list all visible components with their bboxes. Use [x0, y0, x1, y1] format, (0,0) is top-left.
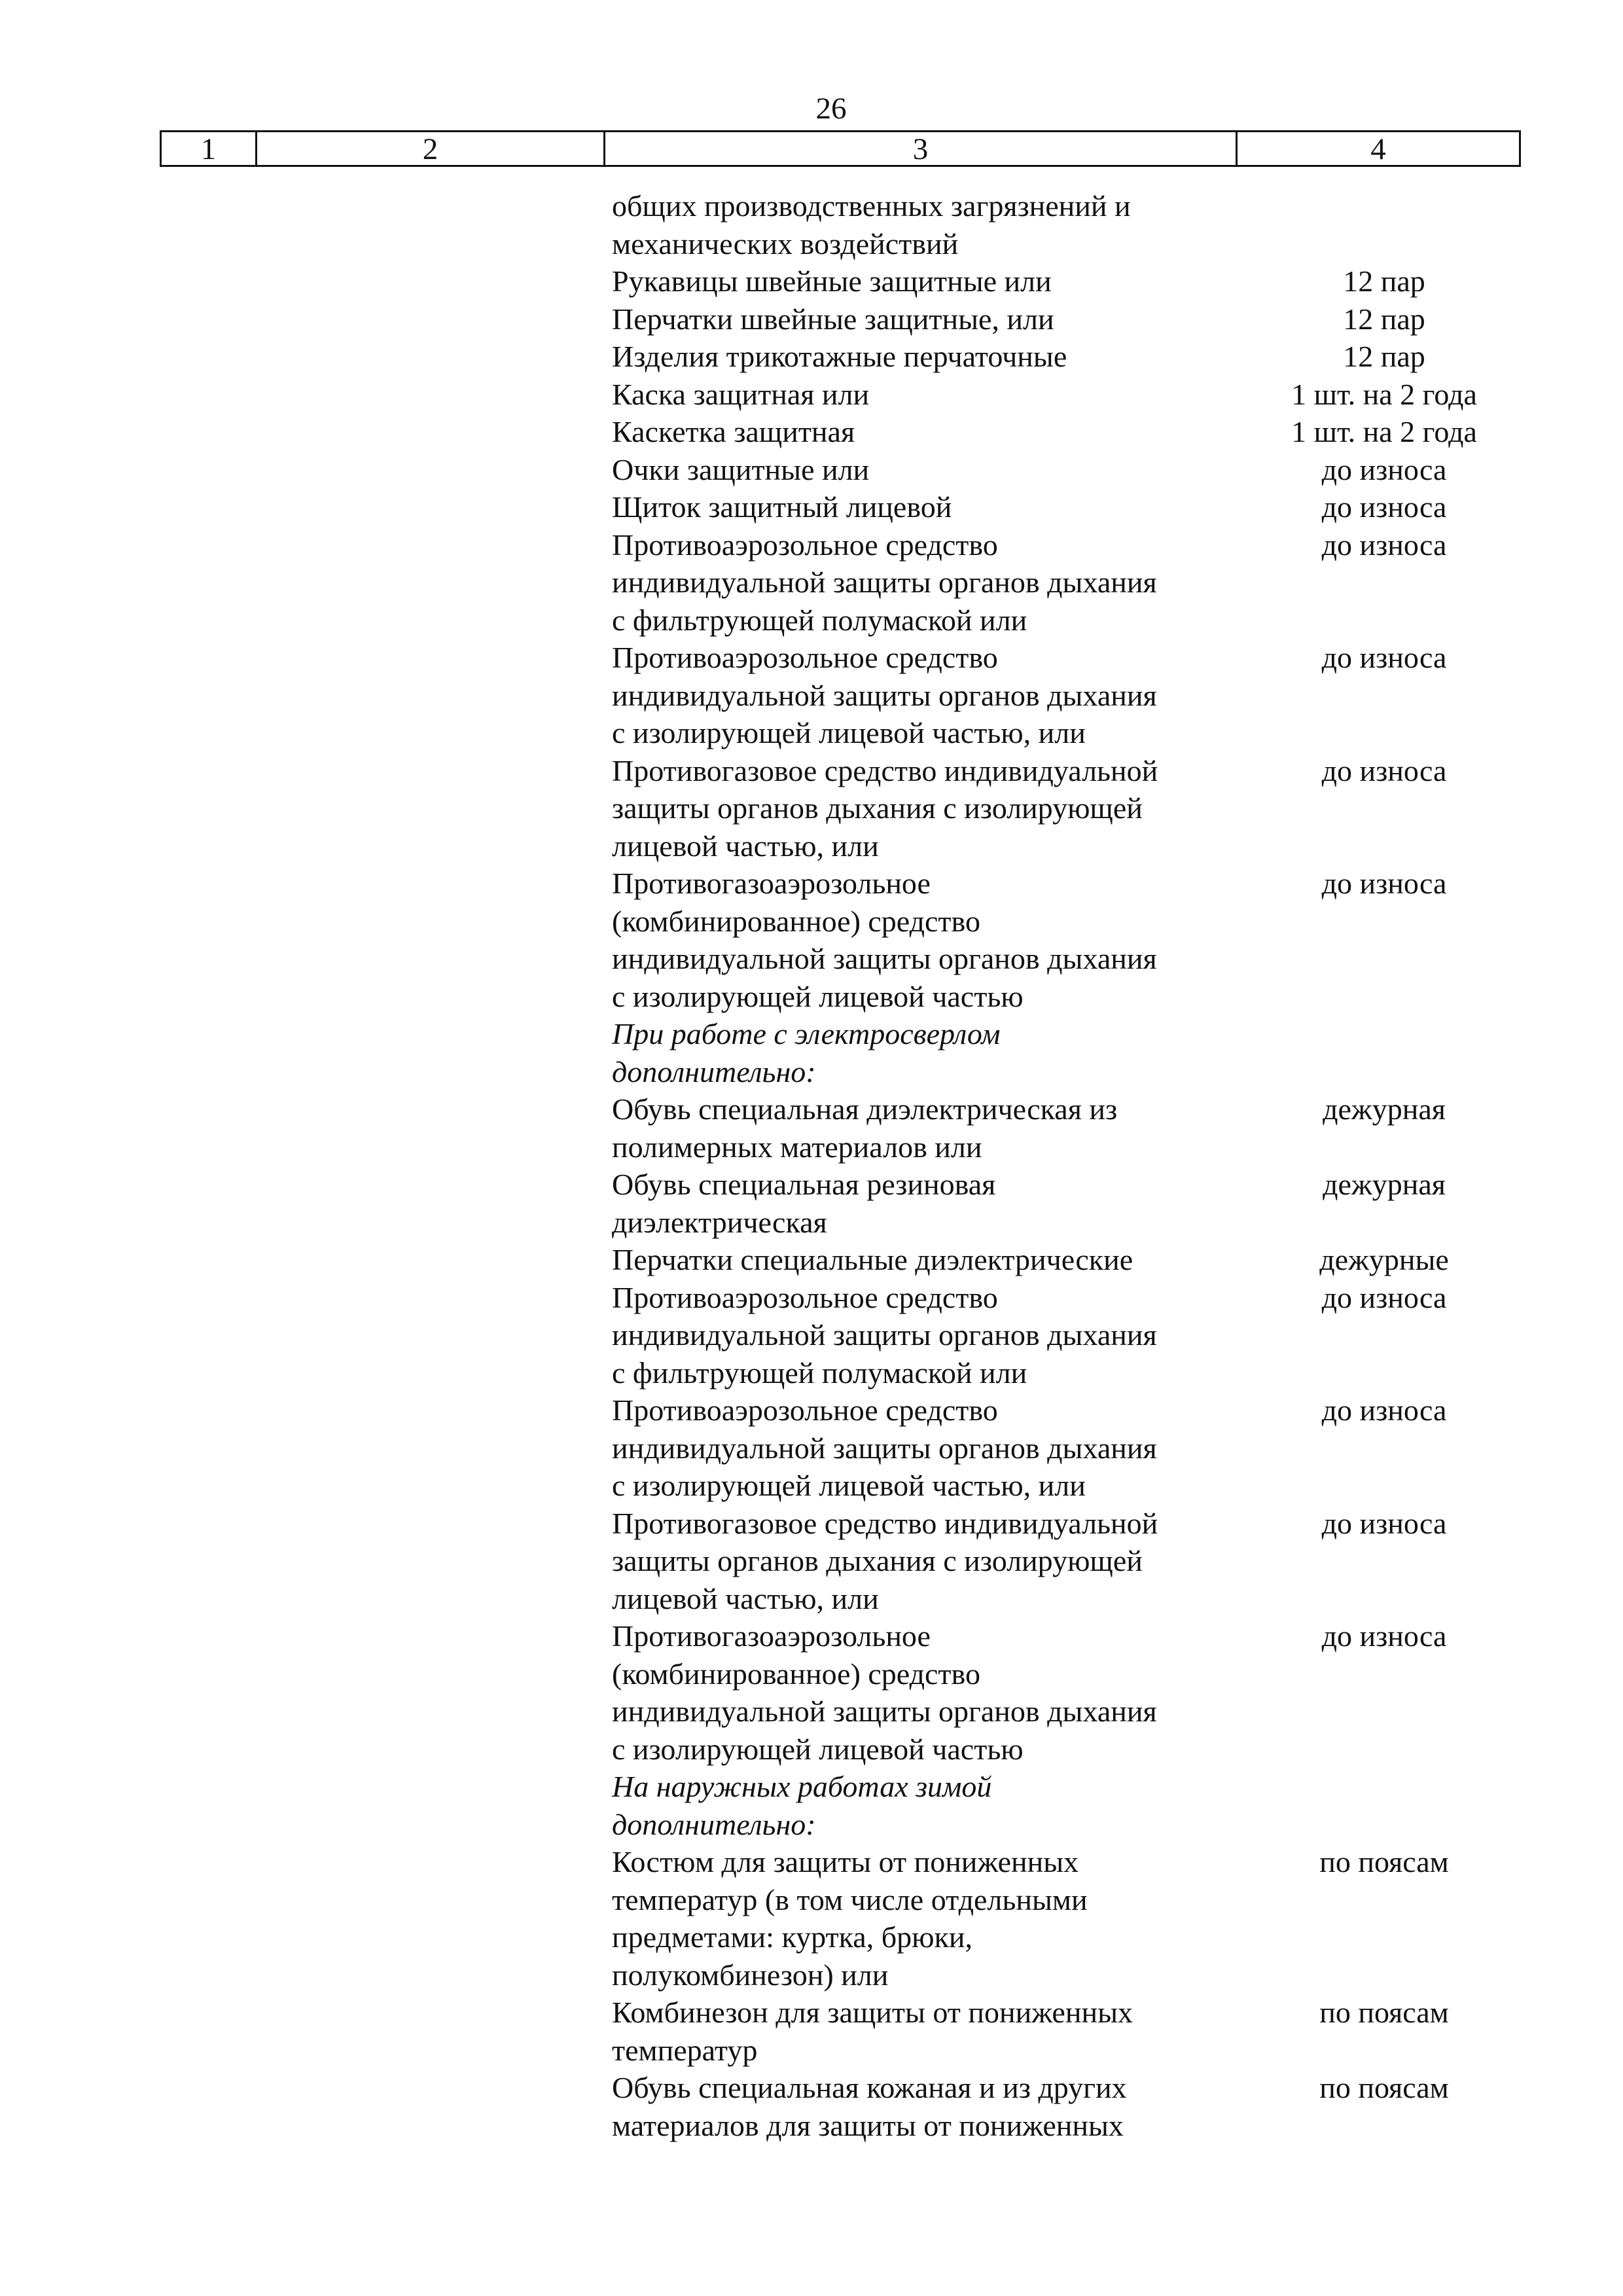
table-row [612, 413, 1522, 451]
issue-norm: до износа [1321, 753, 1447, 787]
table-row [612, 2069, 1522, 2144]
table-row [612, 752, 1522, 865]
item-name: Противоаэрозольное средство индивидуальной защиты органов дыхания с изолирующей лицевой частью, или [612, 1393, 1157, 1502]
issue-norm: по поясам [1319, 2071, 1449, 2104]
column-header-3: 3 [605, 132, 1238, 165]
table-header [160, 130, 1521, 167]
section-heading: При работе с электросверлом дополнительно: [612, 1017, 1001, 1088]
item-name: общих производственных загрязнений и механических воздействий [612, 189, 1131, 260]
item-name: Обувь специальная кожаная и из других материалов для защиты от пониженных [612, 2071, 1127, 2142]
table-row [612, 187, 1522, 262]
issue-norm: до износа [1321, 641, 1447, 674]
issue-norm: до износа [1321, 1619, 1447, 1653]
table-row [612, 300, 1522, 338]
issue-norm: дежурные [1319, 1243, 1449, 1276]
item-name: Противоаэрозольное средство индивидуальной защиты органов дыхания с фильтрующей полумаской или [612, 528, 1157, 637]
table-body [612, 187, 1522, 2144]
item-name: Противоаэрозольное средство индивидуальной защиты органов дыхания с изолирующей лицевой частью, или [612, 641, 1157, 749]
issue-norm: 1 шт. на 2 года [1291, 377, 1477, 411]
table-row [612, 1617, 1522, 1768]
item-name: Перчатки специальные диэлектрические [612, 1243, 1133, 1276]
issue-norm: до износа [1321, 528, 1447, 562]
issue-norm: до износа [1321, 1280, 1447, 1314]
section-heading-row [612, 1768, 1522, 1843]
table-row [612, 1994, 1522, 2069]
table-row [612, 262, 1522, 300]
table-row [612, 488, 1522, 526]
column-header-4: 4 [1370, 132, 1386, 166]
item-name: Комбинезон для защиты от пониженных температур [612, 1996, 1133, 2067]
column-header-2: 2 [257, 132, 605, 165]
issue-norm: по поясам [1319, 1996, 1449, 2029]
issue-norm: 12 пар [1343, 340, 1425, 373]
table-row [612, 1505, 1522, 1618]
table-row [612, 639, 1522, 752]
issue-norm: 1 шт. на 2 года [1291, 415, 1477, 448]
column-header-1: 1 [162, 132, 257, 165]
issue-norm: по поясам [1319, 1845, 1449, 1878]
issue-norm: до износа [1321, 1393, 1447, 1427]
table-row [612, 338, 1522, 376]
item-name: Костюм для защиты от пониженных температур (в том числе отдельными предметами: куртка, брюки, полукомбинезон) или [612, 1845, 1088, 1992]
item-name: Щиток защитный лицевой [612, 490, 952, 524]
table-row [612, 526, 1522, 639]
issue-norm: до износа [1321, 490, 1447, 524]
section-heading: На наружных работах зимой дополнительно: [612, 1770, 992, 1841]
issue-norm: до износа [1321, 452, 1447, 486]
issue-norm: до износа [1321, 867, 1447, 900]
table-row [612, 1241, 1522, 1279]
item-name: Обувь специальная диэлектрическая из полимерных материалов или [612, 1092, 1118, 1164]
item-name: Каскетка защитная [612, 415, 855, 448]
issue-norm: 12 пар [1343, 264, 1425, 298]
table-row [612, 376, 1522, 414]
table-row [612, 1279, 1522, 1392]
item-name: Противогазовое средство индивидуальной защиты органов дыхания с изолирующей лицевой частью, или [612, 753, 1158, 863]
table-row [612, 451, 1522, 489]
item-name: Каска защитная или [612, 377, 870, 411]
item-name: Противогазоаэрозольное (комбинированное) средство индивидуальной защиты органов дыхания с изолирующей лицевой частью [612, 867, 1157, 1013]
issue-norm: до износа [1321, 1506, 1447, 1540]
table-row [612, 1391, 1522, 1505]
issue-norm: дежурная [1323, 1092, 1446, 1126]
item-name: Противоаэрозольное средство индивидуальной защиты органов дыхания с фильтрующей полумаской или [612, 1280, 1157, 1390]
section-heading-row [612, 1015, 1522, 1090]
item-name: Противогазоаэрозольное (комбинированное) средство индивидуальной защиты органов дыхания с изолирующей лицевой частью [612, 1619, 1157, 1766]
page-number: 26 [815, 92, 847, 126]
item-name: Обувь специальная резиновая диэлектрическая [612, 1168, 996, 1239]
item-name: Перчатки швейные защитные, или [612, 302, 1054, 336]
item-name: Очки защитные или [612, 452, 870, 486]
item-name: Рукавицы швейные защитные или [612, 264, 1052, 298]
issue-norm: дежурная [1323, 1168, 1446, 1201]
table-row [612, 1090, 1522, 1166]
table-row [612, 1843, 1522, 1994]
table-row [612, 1166, 1522, 1241]
table-row [612, 865, 1522, 1015]
issue-norm: 12 пар [1343, 302, 1425, 336]
item-name: Противогазовое средство индивидуальной защиты органов дыхания с изолирующей лицевой частью, или [612, 1506, 1158, 1615]
item-name: Изделия трикотажные перчаточные [612, 340, 1067, 373]
